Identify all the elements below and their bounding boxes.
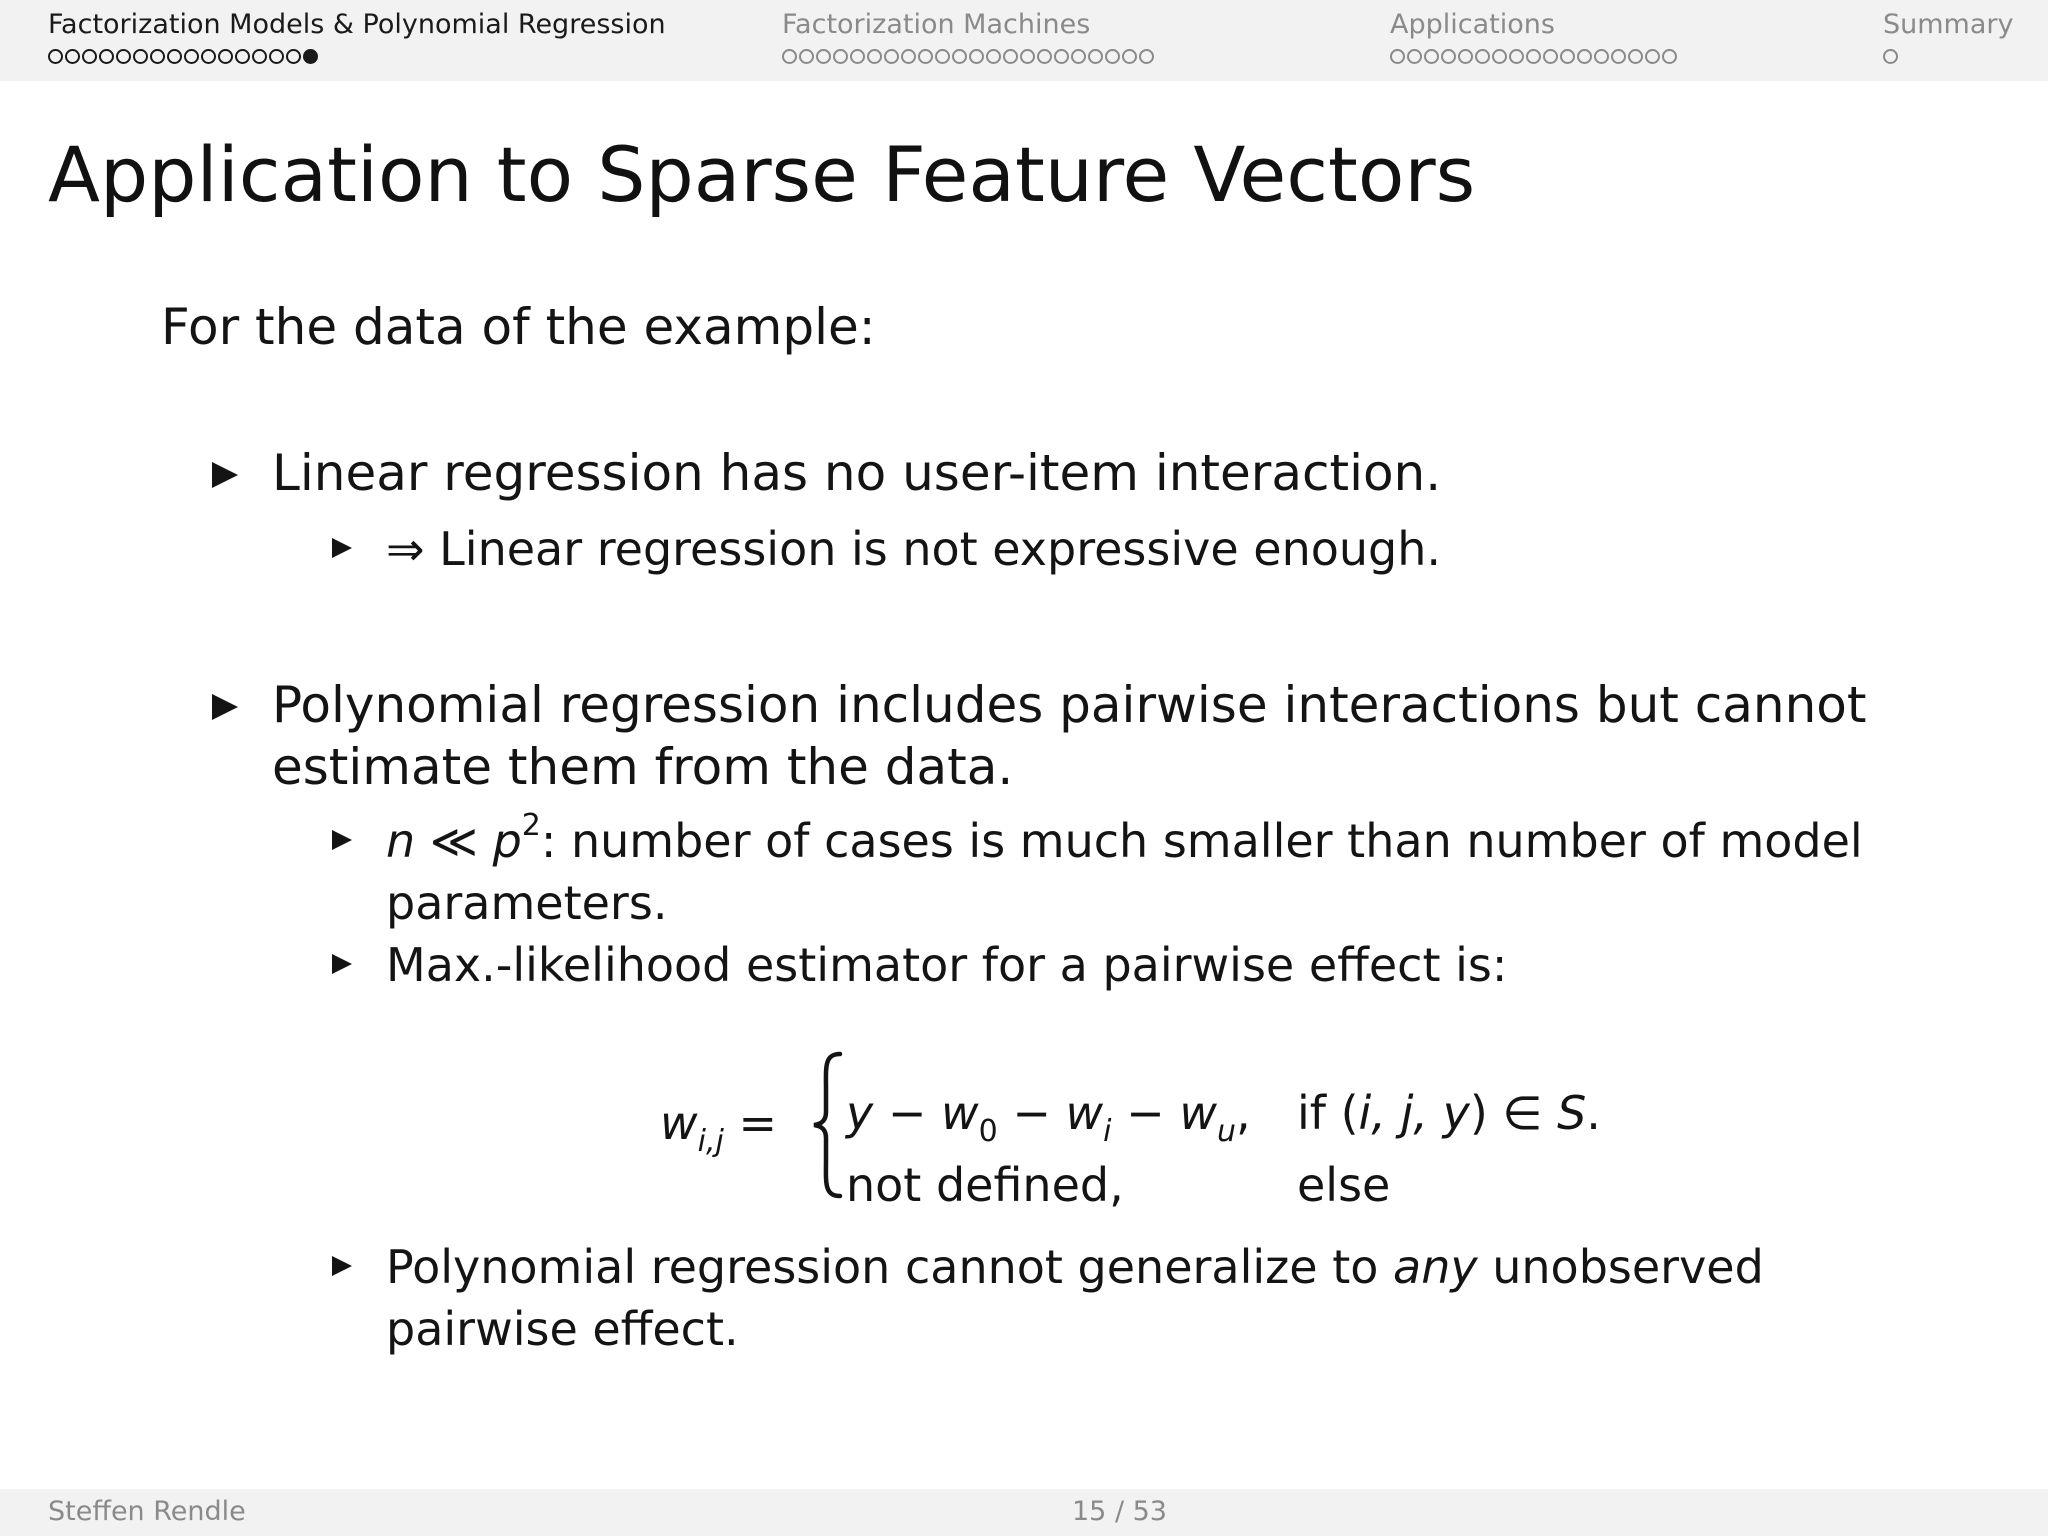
footer-bar [0, 1489, 2048, 1536]
math-comma: , [1235, 1086, 1251, 1140]
nav-dot[interactable] [1054, 49, 1069, 64]
footer-author: Steffen Rendle [48, 1496, 246, 1527]
math-w: w [660, 1096, 698, 1150]
footer-page-number: 15 / 53 [1072, 1496, 1167, 1527]
nav-dot[interactable] [1543, 49, 1558, 64]
nav-dot[interactable] [201, 49, 216, 64]
bullet-triangle-icon [332, 954, 352, 974]
formula-case-defined [846, 1082, 1251, 1149]
bullet-text: Linear regression has no user-item interaction. [272, 444, 1442, 502]
formula-condition-else: else [1297, 1158, 1391, 1212]
math-equals: = [723, 1096, 778, 1150]
nav-dot[interactable] [1105, 49, 1120, 64]
nav-section-summary[interactable] [1883, 8, 2013, 66]
subbullet-text [386, 810, 1892, 934]
nav-dots [1390, 46, 1677, 66]
nav-dot[interactable] [867, 49, 882, 64]
navigation-bar [0, 0, 2048, 81]
subbullet-max-likelihood [332, 934, 1892, 996]
nav-section-factorization-models[interactable] [48, 8, 666, 66]
nav-dot[interactable] [252, 49, 267, 64]
nav-dot[interactable] [901, 49, 916, 64]
nav-dot[interactable] [1139, 49, 1154, 64]
nav-dot[interactable] [133, 49, 148, 64]
nav-dot[interactable] [1407, 49, 1422, 64]
math-subscript-i: i [1103, 1114, 1112, 1149]
nav-dot[interactable] [884, 49, 899, 64]
bullet-triangle-icon [212, 694, 238, 720]
nav-dot[interactable] [65, 49, 80, 64]
nav-dot[interactable] [235, 49, 250, 64]
formula-lhs [660, 1092, 778, 1159]
math-w0: w [941, 1086, 979, 1140]
nav-dots [48, 46, 666, 66]
emphasis-any: any [1393, 1240, 1478, 1294]
nav-dot[interactable] [116, 49, 131, 64]
nav-dot[interactable] [816, 49, 831, 64]
subbullet-n-much-less-p2 [332, 810, 1892, 934]
nav-dot[interactable] [1509, 49, 1524, 64]
math-set-s: S [1557, 1086, 1587, 1140]
nav-dot[interactable] [1577, 49, 1592, 64]
math-if: if ( [1297, 1086, 1359, 1140]
math-n: n [386, 814, 416, 868]
nav-dot[interactable] [952, 49, 967, 64]
nav-dot[interactable] [286, 49, 301, 64]
math-minus: − [997, 1086, 1066, 1140]
nav-dot[interactable] [1475, 49, 1490, 64]
nav-dot[interactable] [218, 49, 233, 64]
math-period: . [1586, 1086, 1601, 1140]
math-exponent: 2 [521, 808, 541, 843]
nav-dot[interactable] [1122, 49, 1137, 64]
nav-dot[interactable] [269, 49, 284, 64]
nav-dot[interactable] [150, 49, 165, 64]
nav-dot[interactable] [1003, 49, 1018, 64]
math-element-of: ) ∈ [1469, 1086, 1558, 1140]
nav-dot[interactable] [799, 49, 814, 64]
math-minus: − [1111, 1086, 1180, 1140]
nav-dot[interactable] [1492, 49, 1507, 64]
nav-dot[interactable] [1441, 49, 1456, 64]
math-subscript-0: 0 [978, 1114, 998, 1149]
nav-dot[interactable] [48, 49, 63, 64]
nav-dot[interactable] [1390, 49, 1405, 64]
math-much-less: ≪ [415, 814, 493, 868]
nav-section-factorization-machines[interactable] [782, 8, 1154, 66]
nav-dot[interactable] [1458, 49, 1473, 64]
nav-dot[interactable] [1424, 49, 1439, 64]
nav-dot[interactable] [782, 49, 797, 64]
math-ijy: i, j, y [1358, 1086, 1470, 1140]
math-subscript-u: u [1216, 1114, 1236, 1149]
nav-dots [782, 46, 1154, 66]
slide-title: Application to Sparse Feature Vectors [48, 130, 1476, 219]
nav-dot[interactable] [833, 49, 848, 64]
nav-dot[interactable] [850, 49, 865, 64]
intro-text: For the data of the example: [161, 298, 876, 356]
nav-dot[interactable] [1088, 49, 1103, 64]
subbullet-rest: : number of cases is much smaller than number of model parameters. [386, 814, 1863, 930]
nav-dot-current[interactable] [303, 49, 318, 64]
nav-dot[interactable] [1883, 49, 1898, 64]
nav-dot[interactable] [184, 49, 199, 64]
nav-dot[interactable] [1037, 49, 1052, 64]
nav-dots [1883, 46, 2013, 66]
pairwise-estimator-formula [660, 1050, 1660, 1210]
bullet-linear-regression [212, 442, 1872, 504]
bullet-polynomial-regression [212, 674, 1872, 798]
math-wi: w [1065, 1086, 1104, 1140]
subbullet-text: Max.-likelihood estimator for a pairwise effect is: [386, 938, 1508, 992]
formula-case-undefined: not defined, [846, 1158, 1124, 1212]
math-wu: w [1179, 1086, 1217, 1140]
nav-dot[interactable] [1526, 49, 1541, 64]
nav-section-title[interactable]: Summary [1883, 9, 2014, 40]
bullet-triangle-icon [332, 538, 352, 558]
math-subscript-ij: i,j [697, 1124, 724, 1159]
nav-dot[interactable] [1645, 49, 1660, 64]
formula-condition-defined [1297, 1082, 1601, 1144]
nav-dot[interactable] [1628, 49, 1643, 64]
nav-dot[interactable] [1020, 49, 1035, 64]
nav-dot[interactable] [1611, 49, 1626, 64]
nav-dot[interactable] [918, 49, 933, 64]
subbullet-text: ⇒ Linear regression is not expressive enough. [386, 522, 1442, 576]
nav-dot[interactable] [1071, 49, 1086, 64]
nav-section-applications[interactable] [1390, 8, 1677, 66]
nav-dot[interactable] [1594, 49, 1609, 64]
bullet-triangle-icon [332, 1256, 352, 1276]
bullet-text: Polynomial regression includes pairwise interactions but cannot estimate them from the data. [272, 676, 1867, 796]
text-part: unobserved pairwise effect. [386, 1240, 1764, 1356]
nav-section-title[interactable]: Factorization Machines [782, 9, 1091, 40]
math-y: y [846, 1086, 874, 1140]
nav-dot[interactable] [935, 49, 950, 64]
subbullet-cannot-generalize [332, 1236, 1892, 1360]
nav-dot[interactable] [969, 49, 984, 64]
subbullet-not-expressive [332, 518, 1892, 580]
subbullet-text [386, 1236, 1892, 1360]
nav-section-title[interactable]: Applications [1390, 9, 1555, 40]
nav-dot[interactable] [986, 49, 1001, 64]
nav-section-title[interactable]: Factorization Models & Polynomial Regression [48, 9, 666, 40]
nav-dot[interactable] [167, 49, 182, 64]
text-part: Polynomial regression cannot generalize to [386, 1240, 1394, 1294]
nav-dot[interactable] [82, 49, 97, 64]
math-p: p [492, 814, 522, 868]
bullet-triangle-icon [212, 462, 238, 488]
nav-dot[interactable] [99, 49, 114, 64]
nav-dot[interactable] [1560, 49, 1575, 64]
math-minus: − [873, 1086, 942, 1140]
left-brace-icon [810, 1050, 846, 1200]
nav-dot[interactable] [1662, 49, 1677, 64]
bullet-triangle-icon [332, 830, 352, 850]
